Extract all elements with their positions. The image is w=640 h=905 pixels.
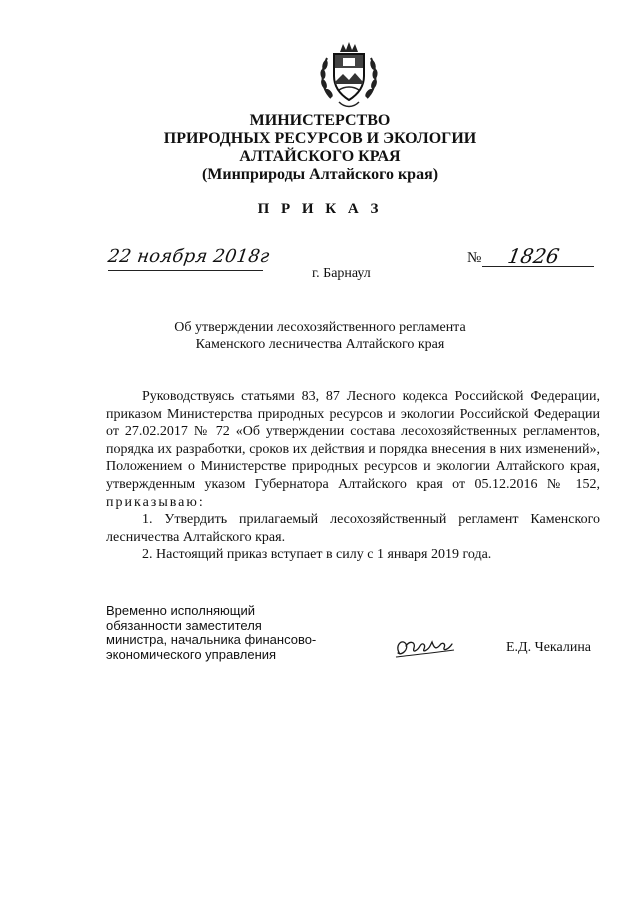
coat-of-arms-emblem (317, 38, 381, 110)
position-line-2: обязанности заместителя (106, 617, 262, 633)
position-line-4: экономического управления (106, 646, 277, 662)
order-date-handwritten: 22 ноября 2018г (106, 246, 271, 267)
preamble-paragraph (106, 388, 600, 511)
date-underline (108, 270, 263, 271)
subject-line-1: Об утверждении лесохозяйственного регламента (174, 320, 466, 335)
signatory-position (106, 604, 316, 662)
order-title: П Р И К А З (257, 201, 383, 217)
number-underline (482, 266, 594, 267)
order-item-2: 2. Настоящий приказ вступает в силу с 1 января 2019 года. (142, 547, 492, 563)
order-body (106, 388, 600, 564)
position-line-1: Временно исполняющий (106, 603, 256, 618)
order-number-label: № (467, 250, 482, 266)
ministry-line-1: МИНИСТЕРСТВО (249, 112, 391, 129)
city: г. Барнаул (312, 266, 371, 281)
ministry-short-name: (Минприроды Алтайского края) (201, 166, 439, 183)
position-line-3: министра, начальника финансово- (106, 632, 317, 647)
order-item-1: 1. Утвердить прилагаемый лесохозяйственный регламент Каменского лесничества Алтайского края. (106, 512, 600, 545)
ministry-line-3: АЛТАЙСКОГО КРАЯ (239, 148, 401, 165)
signatory-name: Е.Д. Чекалина (506, 640, 592, 655)
decree-word: приказываю: (106, 494, 205, 510)
subject-line-2: Каменского лесничества Алтайского края (195, 337, 445, 352)
ministry-line-2: ПРИРОДНЫХ РЕСУРСОВ И ЭКОЛОГИИ (163, 130, 477, 147)
ministry-header (0, 112, 640, 184)
preamble-text: Руководствуясь статьями 83, 87 Лесного кодекса Российской Федерации, приказом Министерства природных ресурсов и экологии Российской Федерации от 27.02.2017 № 72 «Об утверждении состава лесохозяйственных регламентов, порядка их разработки, сроков их действия и порядка внесения в них изменений», Положением о Министерстве природных ресурсов и экологии Алтайского края, утвержденным указом Губернатора Алтайского края от 05.12.2016 № 152, (106, 389, 600, 492)
order-subject (0, 319, 640, 353)
order-number-handwritten: 1826 (505, 244, 562, 268)
handwritten-signature (392, 634, 458, 660)
